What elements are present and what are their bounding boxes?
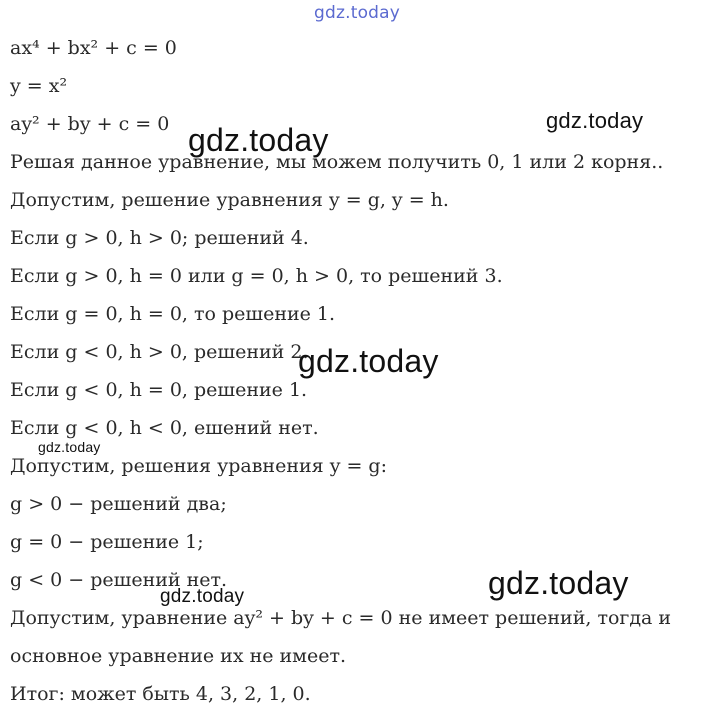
case-line: g < 0 − решений нет. xyxy=(10,569,228,591)
watermark-top: gdz.today xyxy=(314,3,401,23)
conclusion-line: Итог: может быть 4, 3, 2, 1, 0. xyxy=(10,683,311,705)
case-line: g = 0 − решение 1; xyxy=(10,531,204,553)
substitution: y = x² xyxy=(10,75,68,97)
text-line: основное уравнение их не имеет. xyxy=(10,645,346,667)
text-line: Допустим, решение уравнения y = g, y = h. xyxy=(10,189,449,211)
watermark: gdz.today xyxy=(160,586,245,607)
text-line: Допустим, уравнение ay² + by + c = 0 не имеет решений, тогда и xyxy=(10,607,672,629)
case-line: Если g < 0, h < 0, ешений нет. xyxy=(10,417,319,439)
watermark: gdz.today xyxy=(488,565,629,601)
watermark: gdz.today xyxy=(38,439,101,455)
equation-quadratic: ay² + by + c = 0 xyxy=(10,113,170,135)
watermark: gdz.today xyxy=(188,122,329,158)
case-line: g > 0 − решений два; xyxy=(10,493,227,515)
equation-quartic: ax⁴ + bx² + c = 0 xyxy=(10,37,177,59)
case-line: Если g > 0, h = 0 или g = 0, h > 0, то решений 3. xyxy=(10,265,503,287)
case-line: Если g < 0, h > 0, решений 2. xyxy=(10,341,309,363)
text-line: Допустим, решения уравнения y = g: xyxy=(10,455,387,477)
text-line: Решая данное уравнение, мы можем получить 0, 1 или 2 корня.. xyxy=(10,151,664,173)
case-line: Если g > 0, h > 0; решений 4. xyxy=(10,227,309,249)
watermark: gdz.today xyxy=(298,343,439,379)
watermark: gdz.today xyxy=(546,108,644,133)
case-line: Если g < 0, h = 0, решение 1. xyxy=(10,379,308,401)
case-line: Если g = 0, h = 0, то решение 1. xyxy=(10,303,336,325)
